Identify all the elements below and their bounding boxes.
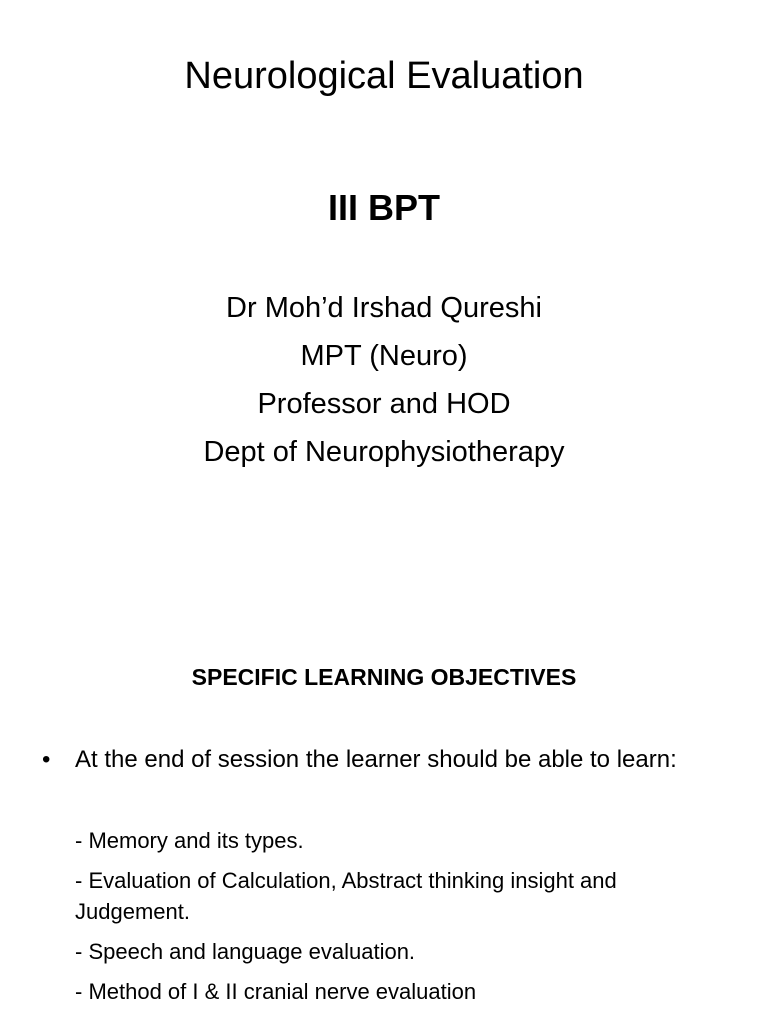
title-slide xyxy=(0,0,768,500)
author-degree: MPT (Neuro) xyxy=(300,340,468,372)
author-position: Professor and HOD xyxy=(257,388,511,420)
bullet-icon: • xyxy=(42,746,51,773)
objective-item-calculation: - Evaluation of Calculation, Abstract thinking insight and Judgement. xyxy=(75,868,617,924)
objectives-heading: SPECIFIC LEARNING OBJECTIVES xyxy=(191,664,577,690)
author-info xyxy=(0,284,768,476)
objective-bullet xyxy=(42,741,722,779)
objective-item-speech: - Speech and language evaluation. xyxy=(75,939,416,964)
page-title: Neurological Evaluation xyxy=(184,55,584,97)
objective-item-cranial-nerve: - Method of I & II cranial nerve evaluation xyxy=(75,979,477,1004)
author-department: Dept of Neurophysiotherapy xyxy=(203,436,565,468)
author-name: Dr Moh’d Irshad Qureshi xyxy=(226,292,542,324)
course-subtitle: III BPT xyxy=(327,187,440,228)
objectives-slide xyxy=(0,640,768,1024)
bullet-text: At the end of session the learner should be able to learn: xyxy=(75,746,677,773)
objective-item-memory: - Memory and its types. xyxy=(75,828,304,853)
objective-list xyxy=(75,825,725,1016)
